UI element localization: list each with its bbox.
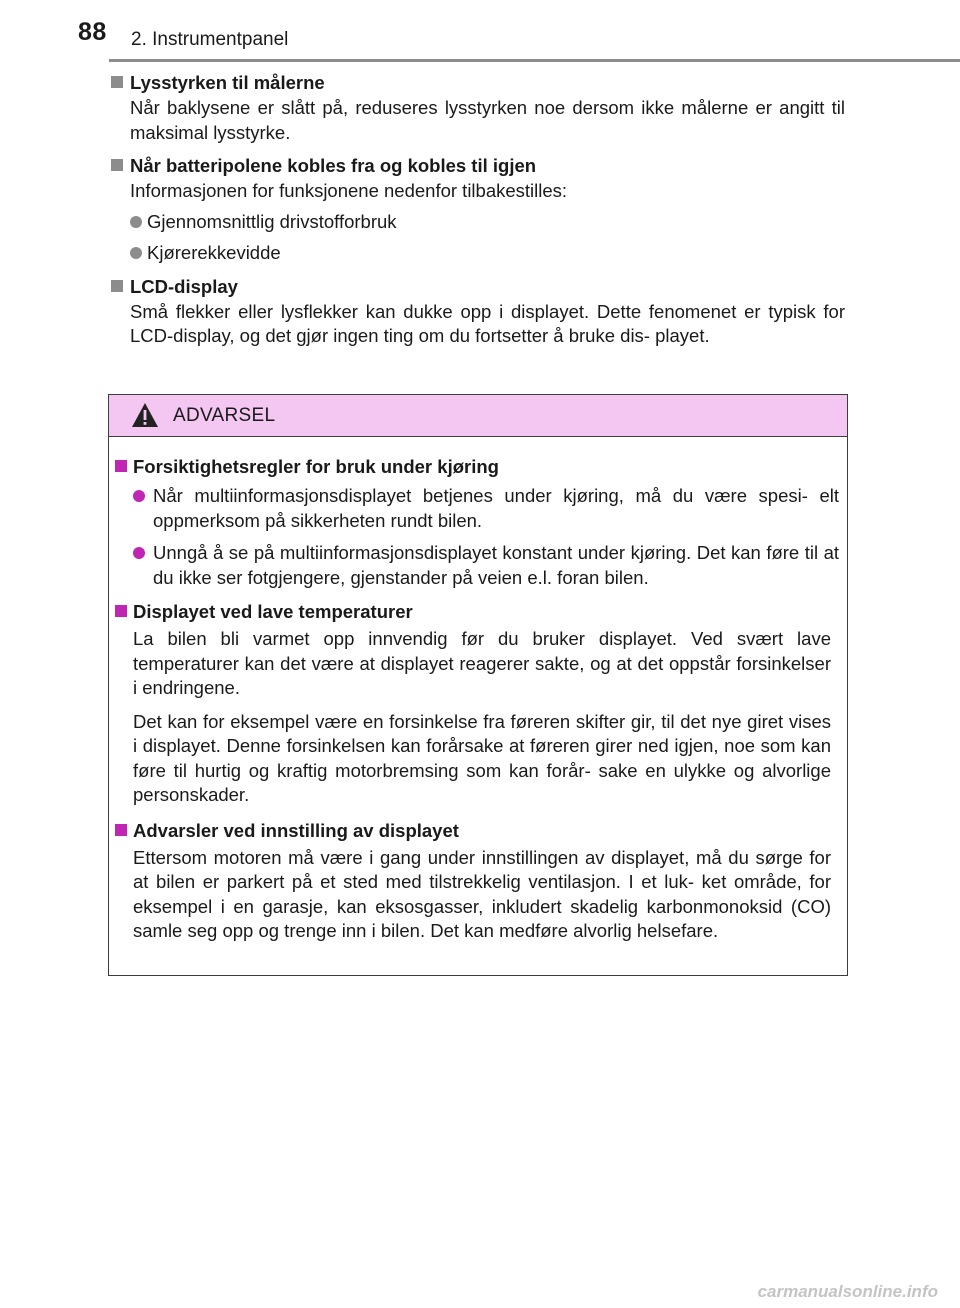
- bullet-dot-icon: [130, 247, 142, 259]
- warning-section-title: Displayet ved lave temperaturer: [133, 601, 413, 622]
- warning-triangle-icon: [131, 402, 159, 428]
- warning-paragraph: Ettersom motoren må være i gang under innstillingen av displayet, må du sørge for at bilen er parkert på et sted med tilstrekkelig ventilasjon. I et luk- ket område, for eksempel i en garasje, kan eksosgasser, inkludert skadelig karbonmonoksid (CO) samle seg opp og trenge inn i bilen. Det kan medføre alvorlig helsefare.: [133, 846, 831, 941]
- section-title: LCD-display: [130, 275, 238, 297]
- header-rule: [109, 59, 960, 62]
- warning-section-title: Advarsler ved innstilling av displayet: [133, 819, 459, 841]
- warning-section-settings: [109, 817, 847, 944]
- footer-watermark: carmanualsonline.info: [757, 1282, 938, 1301]
- section-title: Lysstyrken til målerne: [130, 72, 325, 93]
- bullet-dot-icon: [130, 216, 142, 228]
- section-gauge-brightness: [111, 69, 845, 145]
- section-lcd-display: [111, 273, 845, 349]
- warning-paragraph: Det kan for eksempel være en forsinkelse fra føreren skifter gir, til det nye giret vises i displayet. Denne forsinkelsen kan forårsake at føreren girer ned igjen, noe som kan føre til hurtig og kraftig motorbremsing som kan forår- sake en ulykke og alvorlige personskader.: [133, 710, 831, 805]
- main-content: [111, 69, 845, 356]
- warning-header: [109, 395, 847, 437]
- warning-square-icon: [115, 460, 127, 472]
- warning-square-icon: [115, 605, 127, 617]
- list-item: Unngå å se på multiinformasjonsdisplayet konstant under kjøring. Det kan føre til at du ikke ser fotgjengere, gjenstander på veien e.l. foran bilen.: [109, 541, 847, 590]
- section-square-icon: [111, 280, 123, 292]
- warning-box: [108, 394, 848, 976]
- page-header: [0, 0, 960, 62]
- warning-paragraph: La bilen bli varmet opp innvendig før du bruker displayet. Ved svært lave temperaturer kan det være at displayet reagerer sakte, og at det oppstår forsinkelser i endringene.: [133, 628, 831, 698]
- page-number: 88: [78, 18, 107, 46]
- warning-body: [109, 437, 847, 944]
- list-item: Kjørerekkevidde: [111, 241, 845, 266]
- section-square-icon: [111, 76, 123, 88]
- section-battery-reconnect: [111, 152, 845, 266]
- section-paragraph: Små flekker eller lysflekker kan dukke opp i displayet. Dette fenomenet er typisk for LCD-display, og det gjør ingen ting om du fortsetter å bruke dis- playet.: [130, 300, 845, 346]
- section-paragraph: Informasjonen for funksjonene nedenfor tilbakestilles:: [130, 180, 568, 201]
- list-item: Når multiinformasjonsdisplayet betjenes under kjøring, må du være spesi- elt oppmerksom på sikkerheten rundt bilen.: [109, 484, 847, 533]
- warning-square-icon: [115, 824, 127, 836]
- section-title: Når batteripolene kobles fra og kobles til igjen: [130, 155, 537, 176]
- warning-section-driving: [109, 453, 847, 590]
- list-item: Gjennomsnittlig drivstofforbruk: [111, 210, 845, 235]
- warning-section-title: Forsiktighetsregler for bruk under kjøring: [133, 456, 499, 477]
- warning-label: ADVARSEL: [173, 405, 276, 426]
- section-paragraph: Når baklysene er slått på, reduseres lysstyrken noe dersom ikke målerne er angitt til maksimal lysstyrke.: [130, 97, 845, 143]
- warning-dot-icon: [133, 547, 145, 559]
- section-square-icon: [111, 159, 123, 171]
- warning-section-low-temp: [109, 598, 847, 808]
- chapter-title: 2. Instrumentpanel: [131, 29, 289, 50]
- warning-dot-icon: [133, 490, 145, 502]
